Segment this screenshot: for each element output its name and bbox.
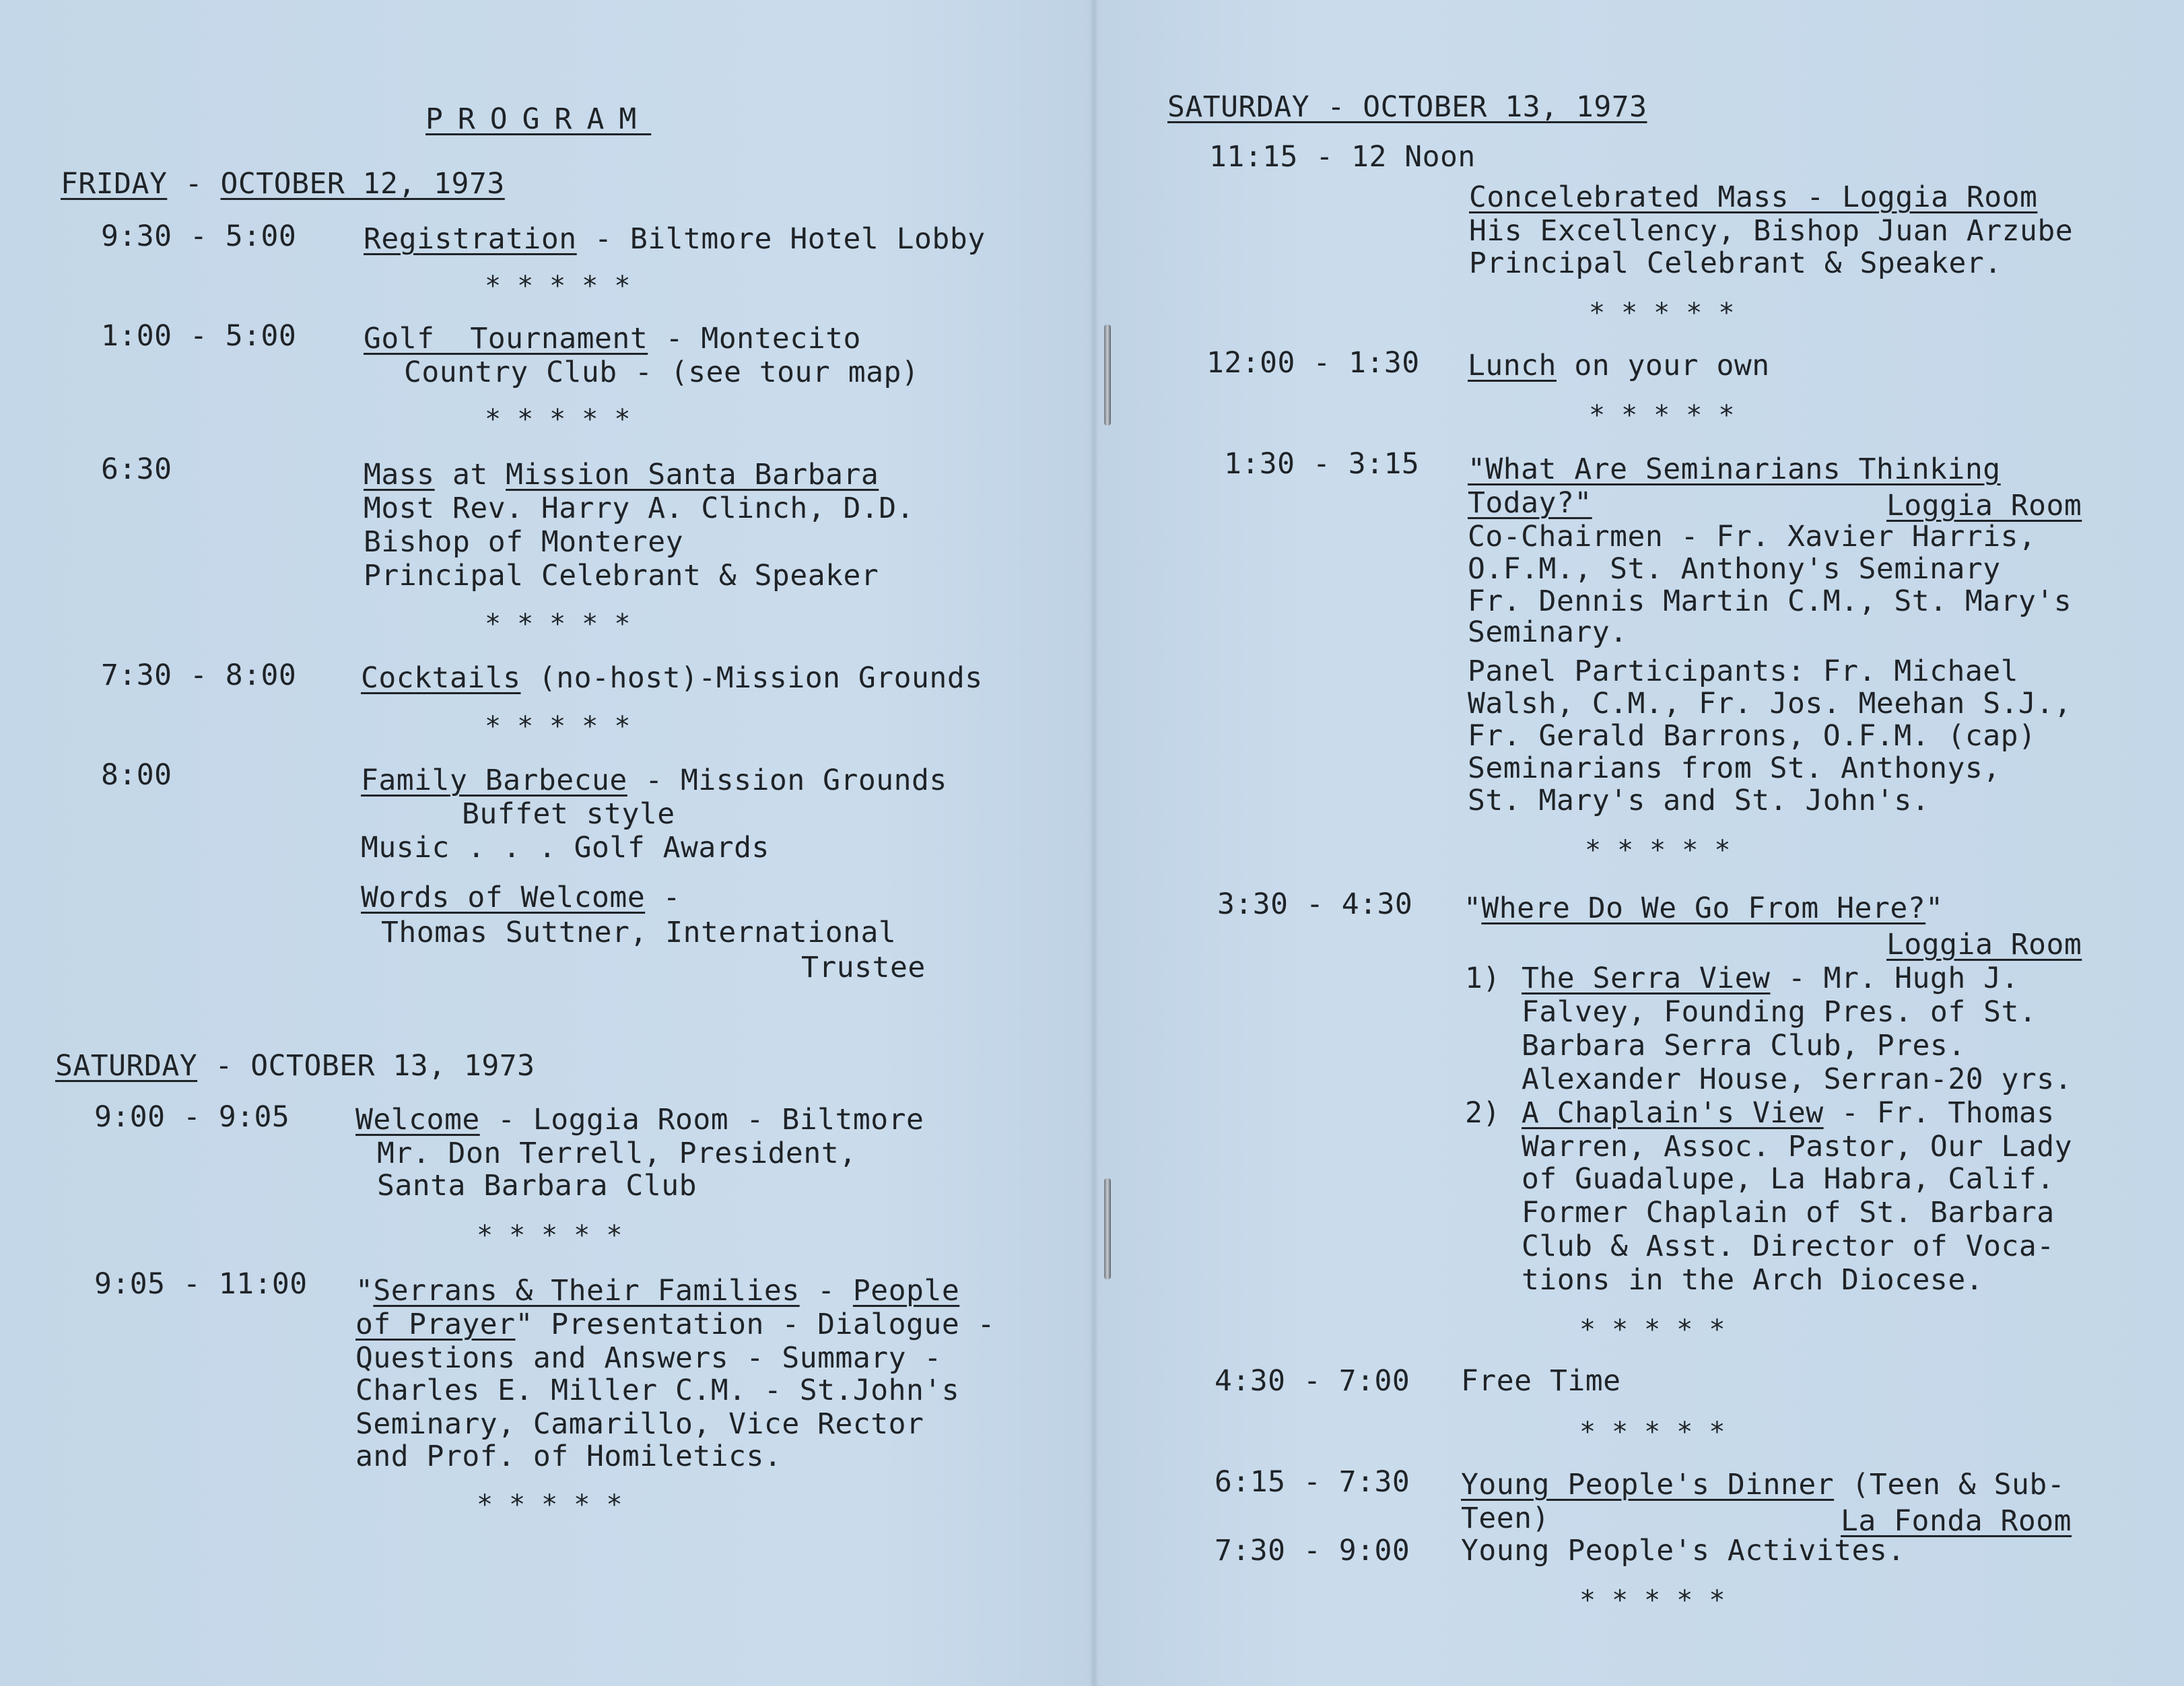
chaplain-view-line5: Club & Asst. Director of Voca-: [1522, 1229, 2055, 1263]
event-serrans-line3: Questions and Answers - Summary -: [355, 1341, 942, 1375]
right-page: [1099, 0, 2184, 1686]
saturday-header: SATURDAY - OCTOBER 13, 1973: [55, 1049, 535, 1083]
event-welcome-words: Words of Welcome -: [361, 881, 681, 914]
event-barbecue-line3: Music . . . Golf Awards: [361, 831, 770, 865]
serra-view-line2: Falvey, Founding Pres. of St.: [1522, 995, 2037, 1029]
event-time: 11:15 - 12 Noon: [1209, 140, 1476, 174]
event-concelebrated-mass: Concelebrated Mass - Loggia Room: [1469, 180, 2038, 214]
event-welcome: Welcome - Loggia Room - Biltmore: [355, 1103, 924, 1137]
event-golf-line2: Country Club - (see tour map): [404, 356, 920, 389]
separator-stars: *****: [485, 711, 647, 742]
event-time: 9:30 - 5:00: [101, 220, 297, 253]
separator-stars: *****: [477, 1489, 639, 1520]
event-seminarians-line10: Seminarians from St. Anthonys,: [1468, 751, 2001, 785]
event-young-dinner: Young People's Dinner (Teen & Sub-: [1461, 1468, 2066, 1502]
event-cocktails: Cocktails (no-host)-Mission Grounds: [361, 661, 983, 695]
list-item-number: 1): [1465, 962, 1501, 995]
event-time: 7:30 - 9:00: [1215, 1534, 1410, 1567]
event-time: 9:00 - 9:05: [94, 1100, 290, 1134]
event-young-dinner-line2: Teen): [1461, 1502, 1550, 1535]
event-seminarians-line7: Panel Participants: Fr. Michael: [1468, 654, 2019, 688]
chaplain-view-line4: Former Chaplain of St. Barbara: [1522, 1196, 2055, 1229]
event-where-do-we-go: "Where Do We Go From Here?": [1464, 891, 1944, 925]
list-item-number: 2): [1465, 1096, 1501, 1130]
event-mass: Mass at Mission Santa Barbara: [364, 458, 879, 492]
separator-stars: *****: [485, 404, 647, 435]
event-welcome-line3: Santa Barbara Club: [377, 1169, 697, 1203]
chaplain-view: A Chaplain's View - Fr. Thomas: [1522, 1096, 2055, 1130]
serra-view-line3: Barbara Serra Club, Pres.: [1522, 1029, 1966, 1063]
event-time: 6:15 - 7:30: [1215, 1465, 1410, 1499]
separator-stars: *****: [1579, 1314, 1742, 1345]
event-seminarians-line9: Fr. Gerald Barrons, O.F.M. (cap): [1468, 719, 2037, 753]
separator-stars: *****: [477, 1220, 639, 1251]
event-serrans-line4: Charles E. Miller C.M. - St.John's: [355, 1374, 960, 1407]
separator-stars: *****: [1589, 400, 1751, 431]
event-time: 9:05 - 11:00: [94, 1267, 308, 1301]
event-welcome-line2: Mr. Don Terrell, President,: [377, 1137, 857, 1170]
event-concelebrated-mass-line3: Principal Celebrant & Speaker.: [1469, 246, 2002, 280]
left-page: [0, 0, 1089, 1686]
event-seminarians-line4: O.F.M., St. Anthony's Seminary: [1468, 552, 2001, 586]
event-registration: Registration - Biltmore Hotel Lobby: [364, 222, 986, 256]
event-where-do-we-go-room: Loggia Room: [1886, 928, 2082, 962]
event-mass-line2: Most Rev. Harry A. Clinch, D.D.: [364, 492, 915, 525]
event-mass-line3: Bishop of Monterey: [364, 525, 683, 559]
separator-stars: *****: [1585, 835, 1747, 866]
event-barbecue-line2: Buffet style: [462, 797, 675, 831]
event-free-time: Free Time: [1461, 1364, 1621, 1398]
right-saturday-header: SATURDAY - OCTOBER 13, 1973: [1167, 90, 1647, 124]
event-time: 1:00 - 5:00: [101, 319, 297, 353]
event-time: 12:00 - 1:30: [1206, 346, 1420, 380]
separator-stars: *****: [485, 271, 647, 302]
event-serrans-line5: Seminary, Camarillo, Vice Rector: [355, 1407, 924, 1441]
event-time: 3:30 - 4:30: [1217, 887, 1413, 921]
separator-stars: *****: [1589, 298, 1751, 329]
event-serrans-line6: and Prof. of Homiletics.: [355, 1440, 782, 1473]
event-seminarians-line6: Seminary.: [1468, 615, 1628, 649]
event-mass-line4: Principal Celebrant & Speaker: [364, 559, 879, 593]
event-seminarians: "What Are Seminarians Thinking: [1468, 452, 2001, 486]
serra-view-line4: Alexander House, Serran-20 yrs.: [1522, 1063, 2073, 1096]
event-young-activities: Young People's Activites.: [1461, 1534, 1905, 1567]
event-lunch: Lunch on your own: [1468, 349, 1770, 382]
event-golf: Golf Tournament - Montecito: [364, 322, 861, 356]
event-welcome-words-line2: Thomas Suttner, International: [381, 916, 897, 949]
event-time: 6:30: [101, 452, 172, 486]
event-time: 8:00: [101, 758, 172, 792]
event-barbecue: Family Barbecue - Mission Grounds: [361, 764, 947, 797]
program-title: PROGRAM: [425, 102, 652, 136]
event-seminarians-line11: St. Mary's and St. John's.: [1468, 784, 1930, 817]
event-seminarians-line8: Walsh, C.M., Fr. Jos. Meehan S.J.,: [1468, 687, 2072, 720]
friday-header: FRIDAY - OCTOBER 12, 1973: [61, 167, 505, 201]
event-concelebrated-mass-line2: His Excellency, Bishop Juan Arzube: [1469, 214, 2074, 248]
serra-view: The Serra View - Mr. Hugh J.: [1522, 962, 2019, 995]
event-time: 7:30 - 8:00: [101, 659, 297, 692]
separator-stars: *****: [1579, 1417, 1742, 1448]
event-serrans-line2: of Prayer" Presentation - Dialogue -: [355, 1308, 995, 1341]
event-welcome-words-line3: Trustee: [801, 951, 926, 984]
event-seminarians-room: Loggia Room: [1886, 489, 2082, 522]
chaplain-view-line6: tions in the Arch Diocese.: [1522, 1263, 1984, 1297]
event-time: 1:30 - 3:15: [1224, 447, 1420, 481]
event-seminarians-line2: Today?": [1468, 486, 1592, 520]
event-serrans: "Serrans & Their Families - People: [355, 1274, 960, 1308]
center-fold: [1089, 0, 1099, 1686]
separator-stars: *****: [485, 609, 647, 640]
chaplain-view-line3: of Guadalupe, La Habra, Calif.: [1522, 1162, 2055, 1196]
event-time: 4:30 - 7:00: [1215, 1364, 1410, 1398]
event-seminarians-line5: Fr. Dennis Martin C.M., St. Mary's: [1468, 584, 2072, 618]
event-seminarians-line3: Co-Chairmen - Fr. Xavier Harris,: [1468, 520, 2037, 553]
chaplain-view-line2: Warren, Assoc. Pastor, Our Lady: [1522, 1130, 2073, 1164]
event-young-dinner-room: La Fonda Room: [1841, 1504, 2072, 1538]
separator-stars: *****: [1579, 1585, 1742, 1616]
